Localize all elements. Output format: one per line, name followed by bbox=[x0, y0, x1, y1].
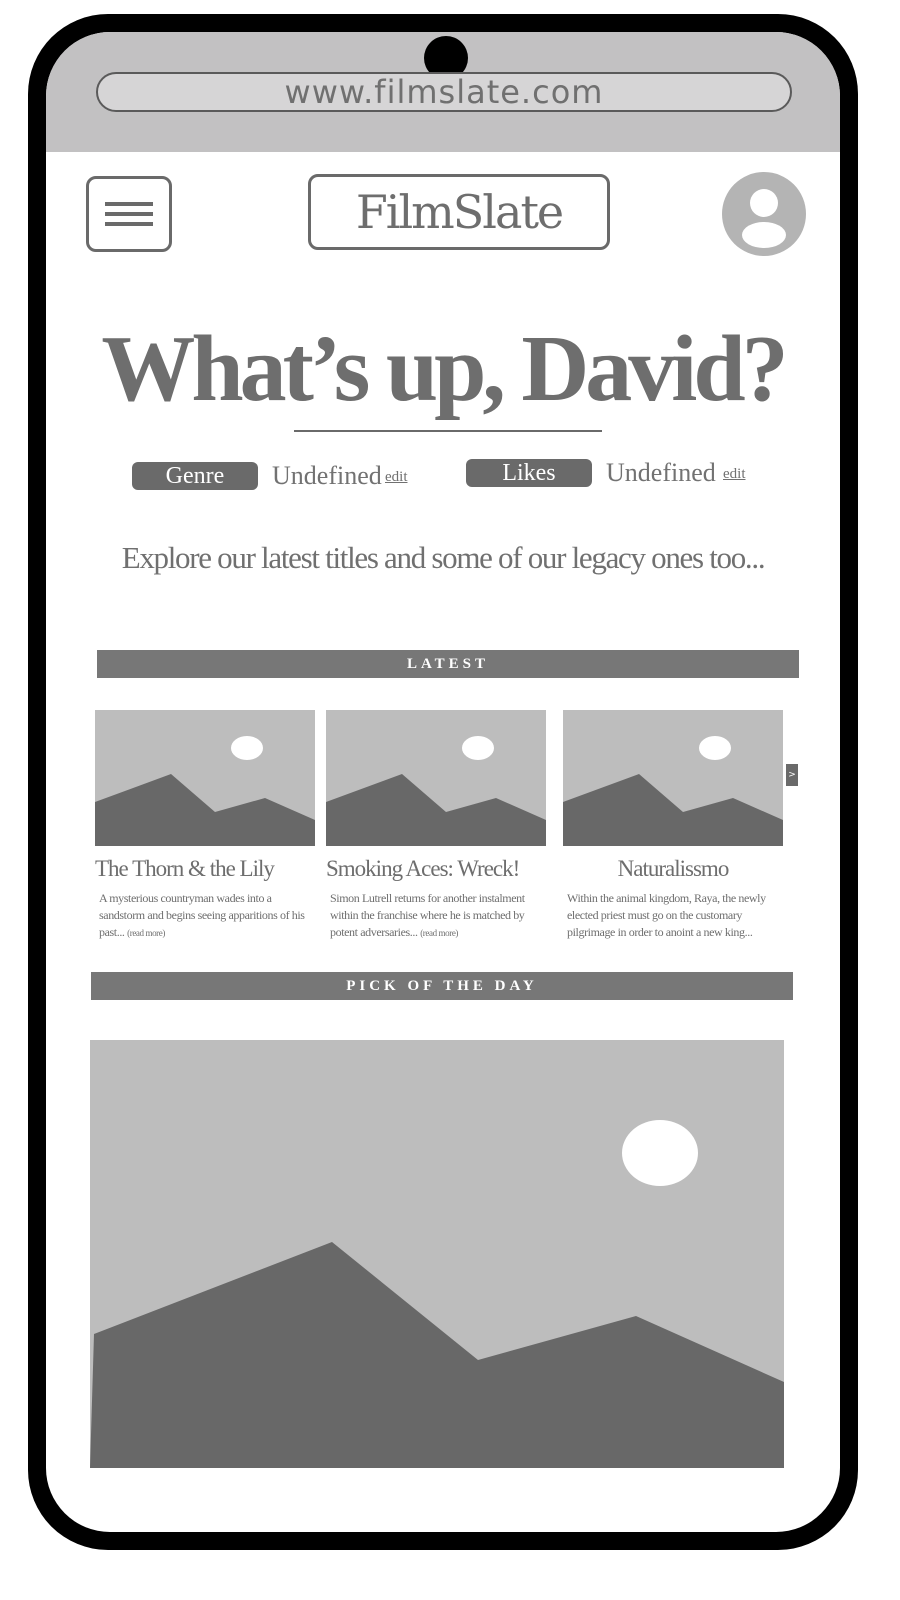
likes-badge: Likes bbox=[466, 459, 592, 487]
hamburger-menu-icon[interactable] bbox=[86, 176, 172, 252]
browser-topbar bbox=[46, 32, 840, 152]
site-logo[interactable] bbox=[308, 174, 610, 250]
movie-card[interactable] bbox=[95, 710, 315, 942]
description-text: Simon Lutrell returns for another instalment within the franchise where he is matched by potent adversaries... bbox=[330, 891, 525, 939]
image-placeholder-icon bbox=[326, 710, 546, 846]
likes-value: Undefined bbox=[606, 458, 716, 487]
movie-card[interactable] bbox=[563, 710, 783, 941]
genre-badge: Genre bbox=[132, 462, 258, 490]
movie-title[interactable]: Naturalissmo bbox=[617, 856, 729, 881]
title-divider bbox=[294, 430, 602, 432]
movie-description bbox=[95, 890, 315, 942]
image-placeholder-icon bbox=[563, 710, 783, 846]
read-more-link[interactable]: (read more) bbox=[420, 928, 459, 938]
page-title: What’s up, David? bbox=[101, 317, 785, 421]
genre-value: Undefined bbox=[272, 461, 382, 490]
user-avatar-icon[interactable] bbox=[722, 172, 806, 256]
genre-edit-link[interactable]: edit bbox=[385, 469, 408, 485]
movie-title[interactable]: The Thorn & the Lily bbox=[95, 856, 274, 881]
movie-description bbox=[563, 890, 783, 941]
address-bar[interactable] bbox=[96, 72, 792, 112]
logo-text: FilmSlate bbox=[355, 185, 563, 239]
movie-title[interactable]: Smoking Aces: Wreck! bbox=[326, 856, 520, 881]
url-text: www.filmslate.com bbox=[284, 73, 604, 111]
description-text: A mysterious countryman wades into a sandstorm and begins seeing apparitions of his past... bbox=[99, 891, 305, 939]
read-more-link[interactable]: (read more) bbox=[127, 928, 165, 938]
phone-frame bbox=[28, 14, 858, 1550]
tagline: Explore our latest titles and some of our legacy ones too... bbox=[121, 540, 765, 575]
pick-of-the-day-header: PICK OF THE DAY bbox=[91, 972, 793, 1000]
likes-edit-link[interactable]: edit bbox=[723, 466, 746, 482]
carousel-next-button[interactable]: > bbox=[786, 764, 798, 786]
description-text: Within the animal kingdom, Raya, the newly elected priest must go on the customary pilgrimage in order to anoint a new king... bbox=[567, 891, 766, 939]
latest-section-header: LATEST bbox=[97, 650, 799, 678]
movie-description bbox=[326, 890, 546, 942]
movie-card[interactable] bbox=[326, 710, 546, 942]
avatar-silhouette bbox=[722, 172, 806, 256]
pick-of-the-day-image[interactable] bbox=[90, 1040, 784, 1468]
phone-screen bbox=[46, 32, 840, 1532]
image-placeholder-icon bbox=[95, 710, 315, 846]
